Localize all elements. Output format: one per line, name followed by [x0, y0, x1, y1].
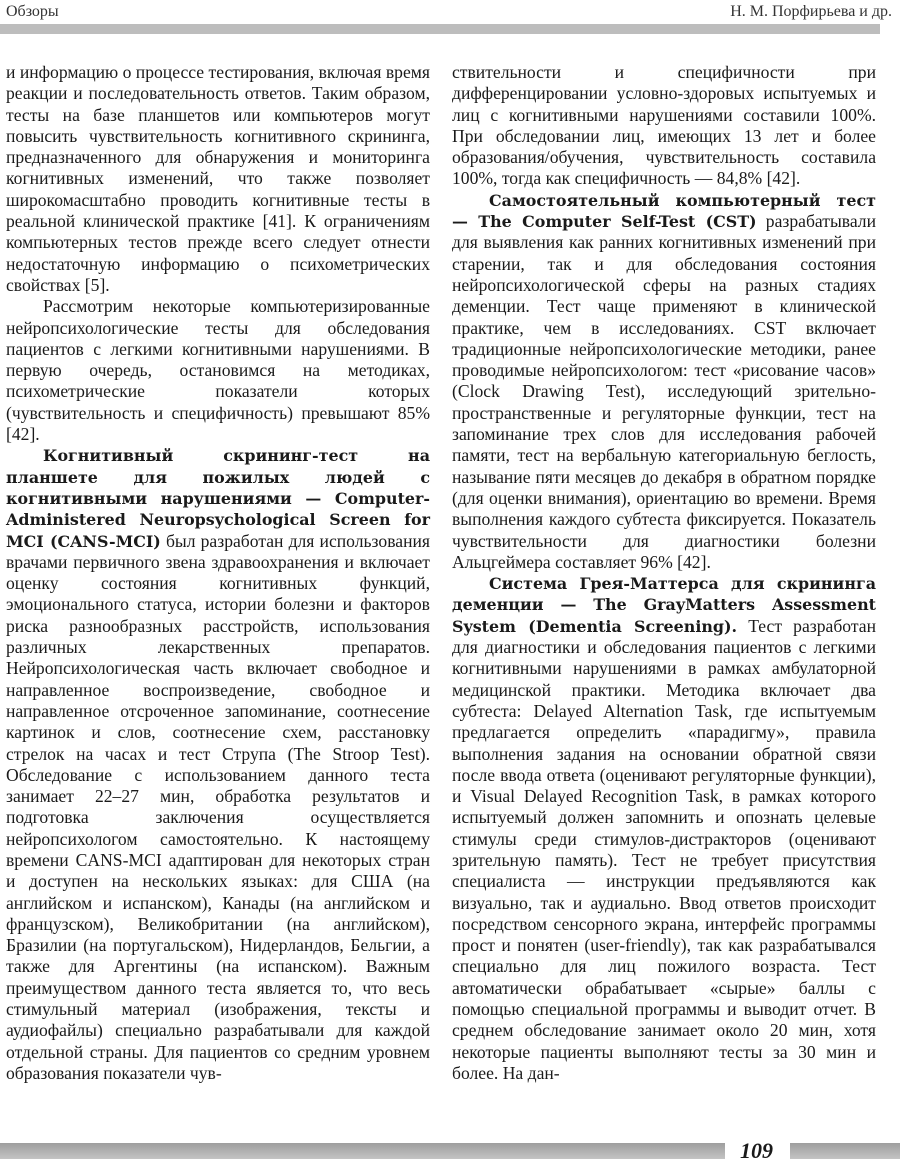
paragraph: и информацию о процессе тестирования, включая время реакции и последовательность ответов. Таким образом, тесты на базе планшетов или компьютеров могут повысить чувствительность когнитивного скрининга, предназначенного для обнаружения и мониторинга когнитивных изменений, что также позволяет широкомасштабно проводить когнитивные тесты в реальной клинической практике [41]. К ограничениям компьютерных тестов прежде всего следует отнести недостаточную информацию о психометрических свойствах [5]. — [6, 62, 430, 295]
test-name-heading: Когнитивный скрининг-тест на планшете для пожилых людей с когнитивными нарушениями — Computer-Administered Neuropsychological Screen for MCI (CANS-MCI) — [6, 446, 430, 551]
paragraph-cst — [452, 190, 876, 573]
paragraph: Рассмотрим некоторые компьютеризированные нейропсихологические тесты для обследования пациентов с легкими когнитивными нарушениями. В первую очередь, остановимся на методиках, психометрические показатели которых (чувствительность и специфичность) превышают 85% [42]. — [6, 296, 430, 445]
section-title: Обзоры — [6, 3, 59, 20]
paragraph-graymatters — [452, 573, 876, 1084]
test-name-heading: Система Грея-Маттерса для скрининга деменции — The GrayMatters Assessment System (Dementia Screening). — [452, 574, 876, 636]
test-name-heading: Самостоятельный компьютерный тест — The Computer Self-Test (CST) — [452, 190, 876, 232]
header-rule — [0, 24, 880, 34]
footer-rule — [0, 1143, 725, 1159]
page-number: 109 — [740, 1138, 773, 1163]
paragraph-text: Тест разработан для диагностики и обследования пациентов с легкими когнитивными нарушениями в рамках амбулаторной медицинской практики. Методика включает два субтеста: Delayed Alternation Task, где испытуемым предлагается определить «парадигму», правила выполнения задания на основании обратной связи после ввода ответа (оценивают регуляторные функции), и Visual Delayed Recognition Task, в рамках которого испытуемый должен запомнить и опознать целевые стимулы среди стимулов-дистракторов (оценивают зрительную память). Тест не требует присутствия специалиста — инструкции предъявляются как визуально, так и аудиально. Ввод ответов происходит посредством сенсорного экрана, интерфейс программы прост и понятен (user-friendly), так как разрабатывался специально для лиц пожилого возраста. Тест автоматически обрабатывает «сырые» баллы с помощью специальной программы и выводит отчет. В среднем обследование занимает около 20 мин, хотя некоторые пациенты выполняют тесты за 30 мин и более. На дан- — [452, 615, 876, 1083]
left-column — [6, 62, 430, 1084]
paragraph-text: разрабатывали для выявления как ранних когнитивных изменений при старении, так и для обследования состояния нейропсихологической сферы на разных стадиях деменции. Тест чаще применяют в клинической практике, чем в исследованиях. CST включает традиционные нейропсихологические методики, ранее проводимые нейропсихологом: тест «рисование часов» (Clock Drawing Test), исследующий зрительно-пространственные и регуляторные функции, тест на запоминание трех слов для исследования рабочей памяти, тест на вербальную категориальную беглость, называние пяти месяцев до декабря в обратном порядке (для оценки внимания), ориентацию во времени. Время выполнения каждого субтеста фиксируется. Показатель чувствительности для диагностики болезни Альцгеймера составляет 96% [42]. — [452, 211, 877, 572]
right-column — [452, 62, 876, 1084]
paragraph-text: был разработан для использования врачами первичного звена здравоохранения и включает оценку состояния когнитивных функций, эмоционального статуса, истории болезни и факторов риска разнообразных расстройств, использования различных лекарственных препаратов. Нейропсихологическая часть включает свободное и направленное воспроизведение, свободное и направленное отсроченное запоминание, соотнесение картинок и слов, соотнесение схем, расстановку стрелок на часах и тест Струпа (The Stroop Test). Обследование с использованием данного теста занимает 22–27 мин, обработка результатов и подготовка заключения осуществляется нейропсихологом самостоятельно. К настоящему времени CANS-MCI адаптирован для некоторых стран и доступен на нескольких языках: для США (на английском и испанском), Канады (на английском и французском), Великобритании (на английском), Бразилии (на португальском), Нидерландов, Бельгии, а также для Аргентины (на испанском). Важным преимуществом данного теста является то, что весь стимульный материал (изображения, тексты и аудиофайлы) специально разрабатывали для каждой отдельной страны. Для пациентов со средним уровнем образования показатели чув- — [6, 530, 430, 1083]
footer-rule-right — [790, 1143, 900, 1159]
paragraph: ствительности и специфичности при дифференцировании условно-здоровых испытуемых и лиц с когнитивными нарушениями составили 100%. При обследовании лиц, имеющих 13 лет и более образования/обучения, чувствительность составила 100%, тогда как специфичность — 84,8% [42]. — [452, 62, 876, 189]
paragraph-cans-mci — [6, 445, 430, 1084]
running-authors: Н. М. Порфирьева и др. — [730, 3, 892, 20]
